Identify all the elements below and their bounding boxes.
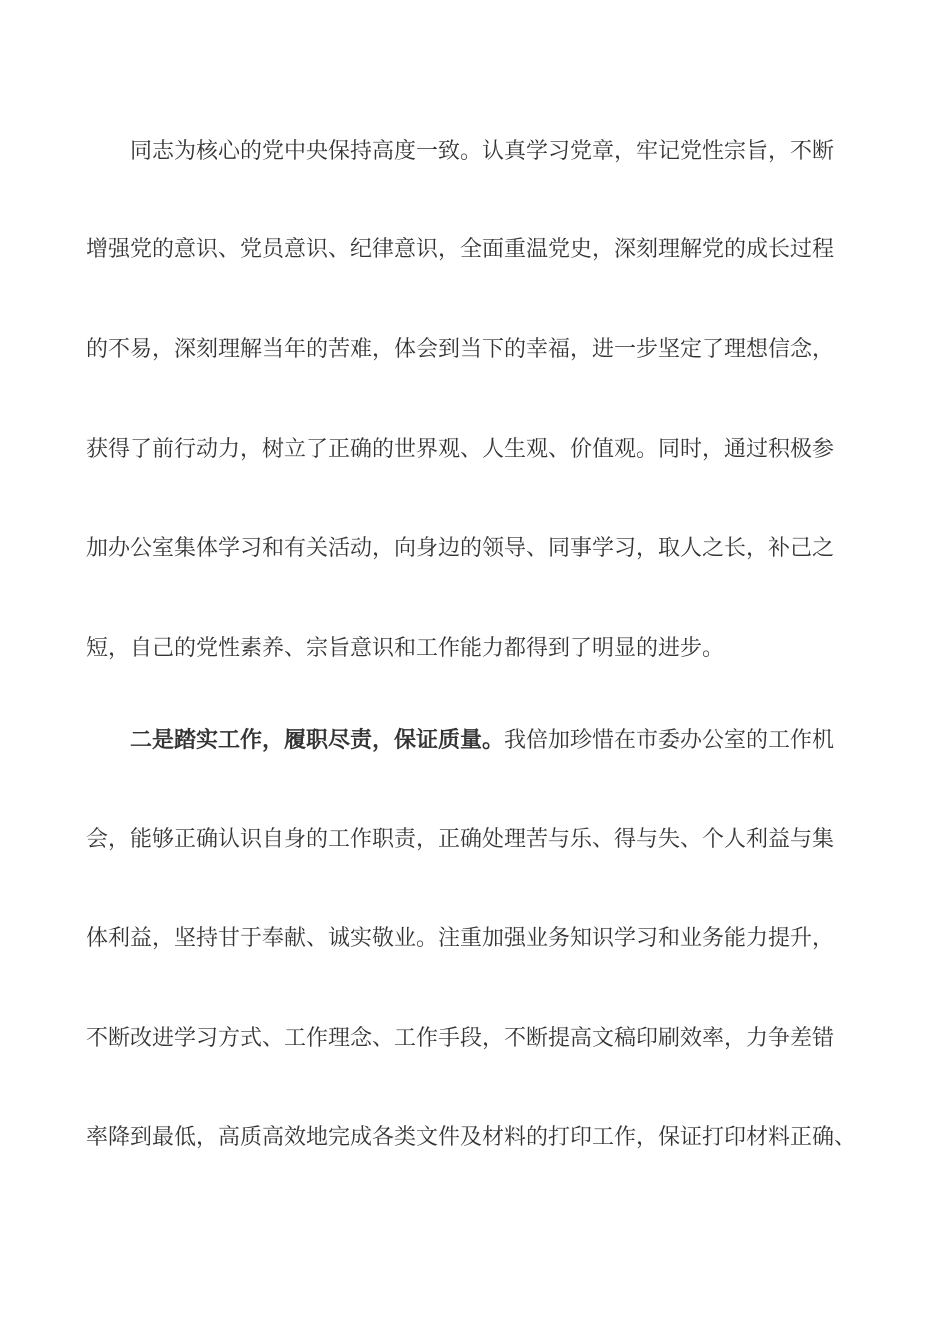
paragraph-line: 会，能够正确认识自身的工作职责，正确处理苦与乐、得与失、个人利益与集 xyxy=(86,827,835,852)
section-heading: 二是踏实工作，履职尽责，保证质量。 xyxy=(130,728,505,753)
paragraph-line: 不断改进学习方式、工作理念、工作手段，不断提高文稿印刷效率，力争差错 xyxy=(86,1026,835,1051)
paragraph-line: 同志为核心的党中央保持高度一致。认真学习党章，牢记党性宗旨，不断 xyxy=(130,139,835,164)
paragraph-line: 增强党的意识、党员意识、纪律意识，全面重温党史，深刻理解党的成长过程 xyxy=(86,237,835,262)
paragraph-line: 的不易，深刻理解当年的苦难，体会到当下的幸福，进一步坚定了理想信念， xyxy=(86,337,835,362)
paragraph-line: 体利益，坚持甘于奉献、诚实敬业。注重加强业务知识学习和业务能力提升， xyxy=(86,926,835,951)
paragraph-text: 我倍加珍惜在市委办公室的工作机 xyxy=(504,728,835,753)
paragraph-line: 率降到最低，高质高效地完成各类文件及材料的打印工作，保证打印材料正确、 xyxy=(86,1125,857,1150)
paragraph-line: 加办公室集体学习和有关活动，向身边的领导、同事学习，取人之长，补己之 xyxy=(86,536,835,561)
paragraph-line: 短，自己的党性素养、宗旨意识和工作能力都得到了明显的进步。 xyxy=(86,636,725,661)
paragraph-line: 获得了前行动力，树立了正确的世界观、人生观、价值观。同时，通过积极参 xyxy=(86,437,835,462)
paragraph-heading-line xyxy=(130,723,930,759)
